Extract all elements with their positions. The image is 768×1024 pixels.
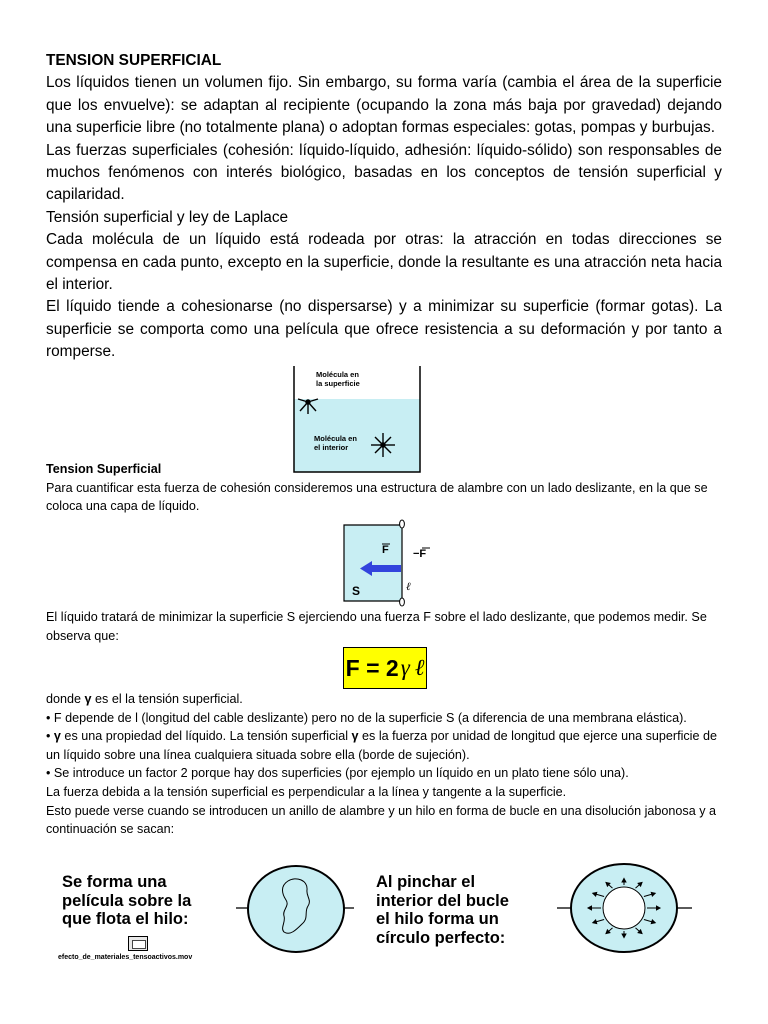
measurement-section [46,608,726,645]
bullet-property-pre: • [46,729,54,744]
tension-section [46,460,726,516]
bullet-length: • F depende de l (longitud del cable deslizante) pero no de la superficie S (a diferencia de una membrana elástica). [46,710,687,725]
tension-subtitle: Tension Superficial [46,462,162,476]
ring-with-loop-figure [236,862,354,956]
film-caption-line-2: película sobre la [62,891,192,910]
paragraph-cohesion: El líquido tiende a cohesionarse (no dispersarse) y a minimizar su superficie (formar gotas). La superficie se comporta como una película que ofrece resistencia a su deformación y por tanto a romperse. [46,298,722,361]
ring-with-circle-figure [557,860,692,956]
document-title: TENSION SUPERFICIAL [46,52,222,69]
movie-file-icon[interactable] [128,936,148,951]
paragraph-forces: Las fuerzas superficiales (cohesión: líquido-líquido, adhesión: líquido-sólido) son responsables de muchos fenómenos con interés biológico, basadas en los conceptos de tensión superficial y capilaridad. [46,141,722,204]
gamma-symbol: γ [84,692,92,706]
gamma-symbol-2: γ [351,729,359,744]
bullet-property [46,727,726,764]
gamma-symbol-1: γ [53,729,61,744]
laplace-subtitle: Tensión superficial y ley de Laplace [46,208,289,226]
molecule-figure [290,364,424,474]
paragraph-molecule: Cada molécula de un líquido está rodeada por otras: la atracción en todas direcciones se compensa en cada punto, excepto en la superficie, donde la resultante es una atracción neta hacia el interior. [46,231,722,294]
surface-s-label: S [352,584,361,598]
gamma-definition [46,690,726,709]
wire-frame-figure [338,519,442,607]
length-label: ℓ [406,581,411,593]
circle-caption-line-1: Al pinchar el [376,873,476,891]
gamma-definition-post: es el la tensión superficial. [91,692,243,706]
opposite-force-label: −F [413,548,427,560]
wire-ring-top [400,520,405,528]
film-caption-line-1: Se forma una [62,873,167,891]
explanation-section [46,690,726,839]
interior-label-1: Molécula en [314,434,357,443]
film-caption [62,873,191,929]
bullet-factor: • Se introduce un factor 2 porque hay dos superficies (por ejemplo un líquido en un plato tiene sólo una). [46,766,629,781]
formula-gamma: γ [400,655,410,680]
circle-caption [376,873,509,947]
paragraph-soap: Esto puede verse cuando se introducen un anillo de alambre y un hilo en forma de bucle en una disolución jabonosa y a continuación se sacan: [46,803,717,837]
bullet-property-post: es la fuerza por unidad de longitud que ejerce una superficie de un líquido sobre una línea cualquiera situada sobre ella (borde de sujeción). [46,729,717,762]
force-label: F [382,544,389,556]
intro-section [46,50,722,364]
gamma-definition-pre: donde [46,692,85,706]
circle-caption-line-3: el hilo forma un [376,910,499,928]
surface-label-2: la superficie [316,379,360,388]
paragraph-volume: Los líquidos tienen un volumen fijo. Sin embargo, su forma varía (cambia el área de la superficie que los envuelve): se adaptan al recipiente (ocupando la zona más baja por gravedad) dejando una superficie libre (no totalmente plana) o adoptan formas especiales: gotas, pompas y burbujas. [46,74,722,137]
paragraph-wire-frame: Para cuantificar esta fuerza de cohesión consideremos una estructura de alambre con un lado deslizante, en la que se coloca una capa de líquido. [46,480,708,514]
circle-caption-line-4: círculo perfecto: [376,928,506,947]
formula-lhs: F = 2 [345,654,399,681]
interior-label-2: el interior [314,443,349,452]
surface-label-1: Molécula en [316,370,359,379]
formula-ell: ℓ [414,655,425,680]
film-caption-line-3: que flota el hilo: [62,910,189,928]
bullet-property-mid: es una propiedad del líquido. La tensión superficial [60,729,352,744]
circle-caption-line-2: interior del bucle [376,891,509,910]
thread-circle [603,887,645,929]
wire-ring-bottom [400,598,405,606]
formula-box [343,647,427,689]
movie-file-name[interactable]: efecto_de_materiales_tensoactivos.mov [58,954,193,961]
paragraph-perpendicular: La fuerza debida a la tensión superficial es perpendicular a la línea y tangente a la superficie. [46,784,567,799]
paragraph-measure: El líquido tratará de minimizar la superficie S ejerciendo una fuerza F sobre el lado deslizante, que podemos medir. Se observa que: [46,610,707,643]
